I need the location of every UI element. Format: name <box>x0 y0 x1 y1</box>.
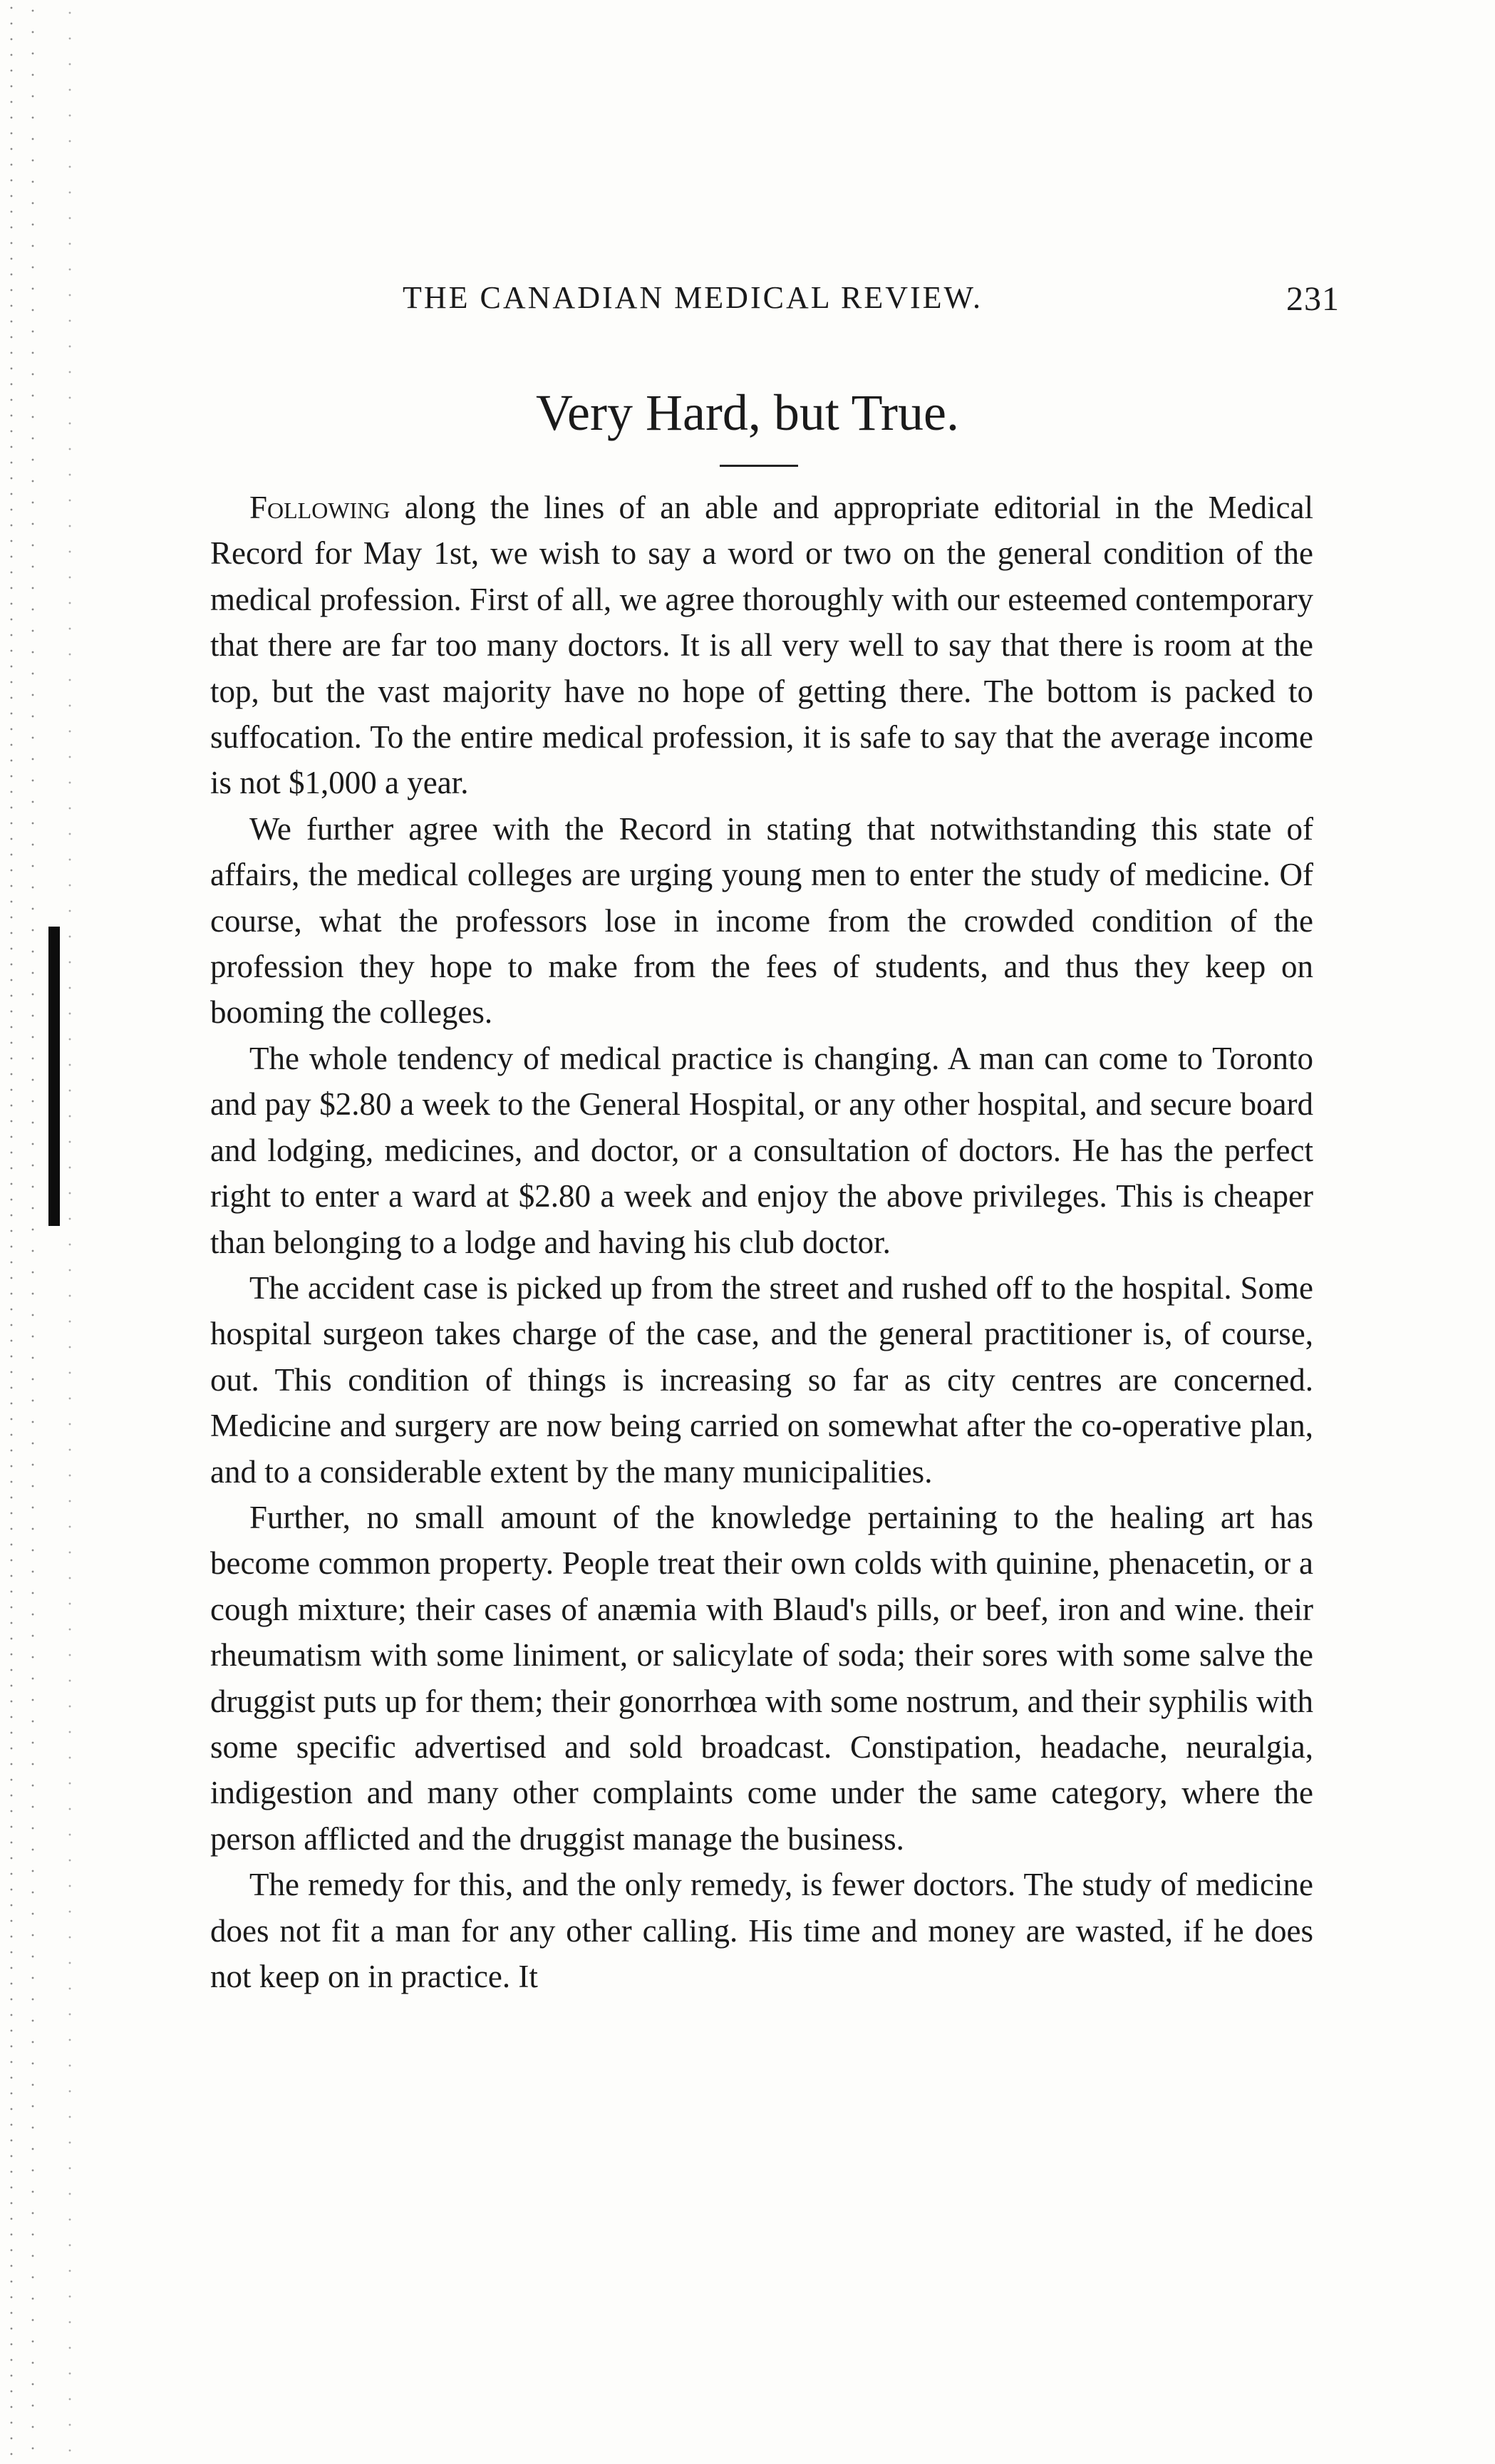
paragraph-1-text: along the lines of an able and appropriate editorial in the Medical Record for May 1st, we wish to say a word or two on the general condition of the medical profession. First of all, we agree thoroughly with our esteemed contemporary that there are far too many doctors. It is all very well to say that there is room at the top, but the vast majority have no hope of getting there. The bottom is packed to suffocation. To the entire medical profession, it is safe to say that the average income is not $1,000 a year. <box>210 490 1313 801</box>
title-rule <box>720 465 798 467</box>
paragraph-1-lead: Following <box>249 490 390 525</box>
binding-edge-speckle <box>31 0 34 2464</box>
paragraph-5: Further, no small amount of the knowledge pertaining to the healing art has become common property. People treat their own colds with quinine, phenacetin, or a cough mixture; their cases of anæmia with Blaud's pills, or beef, iron and wine. their rheumatism with some liniment, or salicylate of soda; their sores with some salve the druggist puts up for them; their gonorrhœa with some nostrum, and their syphilis with some specific advertised and sold broadcast. Constipation, headache, neuralgia, indigestion and many other complaints come under the same category, where the person afflicted and the druggist manage the business. <box>210 1499 1313 1857</box>
binding-edge-speckle <box>68 0 71 2464</box>
article-title: Very Hard, but True. <box>536 384 959 441</box>
paragraph-2: We further agree with the Record in stating that notwithstanding this state of affairs, the medical colleges are urging young men to enter the study of medicine. Of course, what the professors lose in income from the crowded condition of the profession they hope to make from the fees of students, and thus they keep on booming the colleges. <box>210 810 1313 1031</box>
binding-edge-speckle <box>10 0 13 2464</box>
journal-title: THE CANADIAN MEDICAL REVIEW. <box>403 280 983 315</box>
running-header <box>210 279 1340 322</box>
paragraph-3: The whole tendency of medical practice is changing. A man can come to Toronto and pay $2.80 a week to the General Hospital, or any other hospital, and secure board and lodging, medicines, and doctor, or a consultation of doctors. He has the perfect right to enter a ward at $2.80 a week and enjoy the above privileges. This is cheaper than belonging to a lodge and having his club doctor. <box>210 1040 1313 1260</box>
binding-edge <box>0 0 78 2464</box>
paragraph-6: The remedy for this, and the only remedy, is fewer doctors. The study of medicine does not fit a man for any other calling. His time and money are wasted, if he does not keep on in practice. It <box>210 1867 1313 1994</box>
article-body <box>210 485 1313 1999</box>
binding-edge-bar <box>48 927 60 1226</box>
paragraph-4: The accident case is picked up from the street and rushed off to the hospital. Some hospital surgeon takes charge of the case, and the general practitioner is, of course, out. This condition of things is increasing so far as city centres are concerned. Medicine and surgery are now being carried on somewhat after the co-operative plan, and to a considerable extent by the many municipalities. <box>210 1269 1313 1490</box>
paragraph-1 <box>210 485 1313 806</box>
page-number: 231 <box>1286 280 1340 318</box>
